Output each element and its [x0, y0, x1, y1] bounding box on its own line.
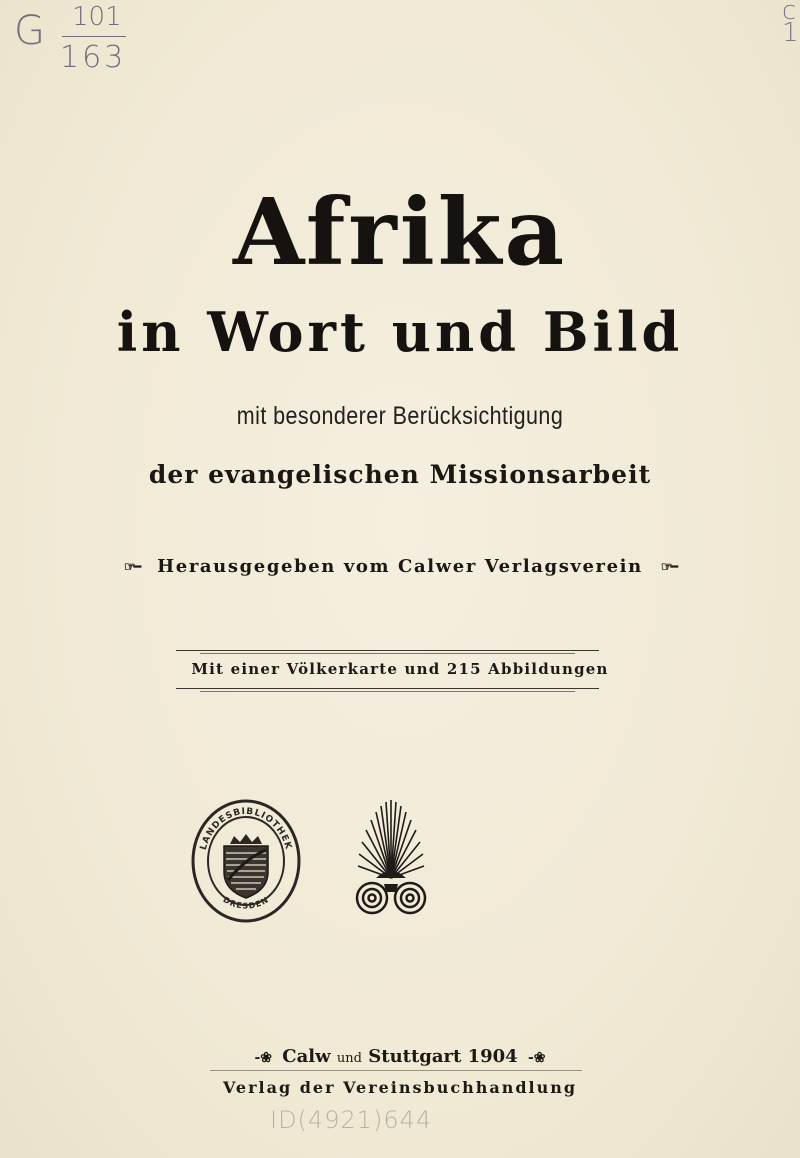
- edge-pencil-mark: c 1: [782, 0, 799, 48]
- imprint-place-1: Calw: [282, 1046, 331, 1067]
- shelfmark-letter: G: [14, 8, 45, 54]
- ornament-dash-left-icon: -❀: [254, 1050, 272, 1066]
- publisher-text: Herausgegeben vom Calwer Verlagsverein: [157, 556, 643, 577]
- imprint-place-year: [0, 1046, 800, 1067]
- bottom-pencil-note: ID(4921)644: [270, 1106, 433, 1134]
- publisher-line: [0, 556, 800, 577]
- subtitle-in-wort-und-bild: in Wort und Bild: [116, 300, 684, 364]
- shelfmark-number-bottom: 163: [60, 40, 127, 75]
- illustrations-note: Mit einer Völkerkarte und 215 Abbildungen: [191, 660, 609, 678]
- stamp-text-top: LANDESBIBLIOTHEK: [198, 806, 294, 852]
- rule-lower-inner: [200, 691, 575, 692]
- rule-upper: [176, 650, 599, 651]
- fleuron-left-icon: ☞━: [123, 559, 140, 575]
- shelfmark-divider: [62, 36, 126, 37]
- stamp-text-bottom: DRESDEN: [221, 895, 271, 911]
- palmette-ornament-icon: [350, 796, 432, 918]
- rule-lower: [176, 688, 599, 689]
- fleuron-right-icon: ☞━: [660, 559, 677, 575]
- subtitle-missionsarbeit: der evangelischen Missionsarbeit: [148, 460, 652, 489]
- imprint-year: 1904: [467, 1046, 518, 1067]
- imprint-publisher: Verlag der Vereinsbuchhandlung: [222, 1078, 578, 1097]
- library-stamp-icon: [190, 798, 302, 924]
- book-title: Afrika: [232, 178, 568, 286]
- imprint-rule: [210, 1070, 582, 1071]
- subtitle-beruecksichtigung: mit besonderer Berücksichtigung: [236, 402, 564, 430]
- imprint-conjunction: und: [336, 1051, 362, 1066]
- imprint-place-2: Stuttgart: [368, 1046, 462, 1067]
- shelfmark-number-top: 101: [72, 2, 122, 32]
- rule-upper-inner: [200, 653, 575, 654]
- ornament-dash-right-icon: -❀: [528, 1050, 546, 1066]
